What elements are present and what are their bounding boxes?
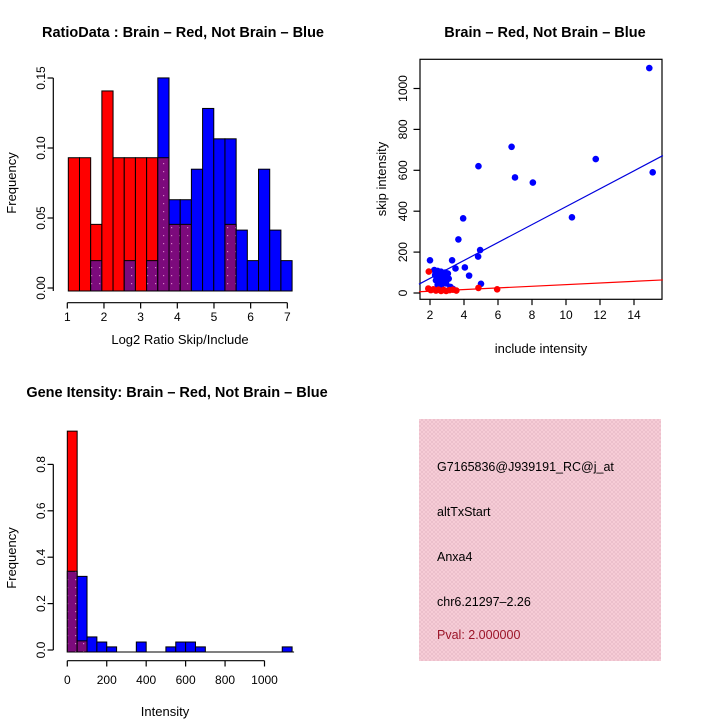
tick-label: 3: [137, 310, 144, 324]
tick-label: 0: [63, 673, 71, 687]
tick-label: 0.8: [34, 456, 48, 473]
tick-label: 0.2: [34, 595, 48, 612]
hist-bar: [176, 642, 186, 652]
scatter-xlabel: include intensity: [494, 341, 588, 356]
scatter-point-blue: [452, 265, 459, 272]
hist-bar: [135, 158, 146, 291]
hist-bar: [247, 261, 258, 291]
scatter-point-blue: [477, 247, 484, 254]
plot-box: [420, 59, 662, 299]
hist-bar: [180, 224, 191, 291]
tick-label: 0.05: [34, 206, 48, 230]
hist-bar: [91, 261, 102, 291]
tick-label: 1000: [396, 75, 410, 102]
scatter-point-blue: [462, 264, 469, 271]
hist-bar: [67, 571, 77, 652]
hist-bar: [158, 158, 169, 291]
scatter-ylabel: skip intensity: [374, 141, 389, 217]
tick-label: 0.0: [34, 641, 48, 659]
tick-label: 4: [173, 310, 181, 324]
hist-bar: [281, 261, 292, 291]
scatter-point-blue: [530, 179, 537, 186]
scatter-point-red: [475, 285, 482, 292]
hist-bar: [282, 647, 292, 652]
hist-bar: [270, 230, 281, 291]
scatter-point-blue: [466, 272, 473, 279]
tick-label: 600: [396, 160, 410, 181]
tick-label: 1: [63, 310, 71, 324]
scatter-point-blue: [427, 257, 434, 264]
hist-bar: [107, 647, 117, 652]
hist-bar: [214, 139, 225, 291]
scatter-point-red: [453, 287, 460, 294]
ratio-histogram-title: RatioData : Brain – Red, Not Brain – Blue: [42, 25, 324, 41]
tick-label: 8: [528, 308, 536, 322]
hist-bar: [225, 224, 236, 291]
tick-label: 800: [215, 673, 236, 687]
tick-label: 800: [396, 119, 410, 140]
info-panel: [419, 419, 661, 661]
scatter-point-blue: [475, 163, 482, 170]
hist-bar: [77, 641, 87, 652]
tick-label: 400: [396, 201, 410, 222]
fit-line-blue: [419, 156, 663, 285]
scatter-point-red: [494, 286, 501, 293]
ratio-histogram-plot: [34, 66, 292, 324]
scatter-point-blue: [460, 215, 467, 222]
hist-bar: [186, 642, 196, 652]
scatter-point-blue: [649, 169, 656, 176]
gene-histogram-ylabel: Frequency: [4, 527, 19, 589]
hist-bar: [203, 108, 214, 291]
scatter-point-blue: [475, 253, 482, 260]
tick-label: 14: [627, 308, 641, 322]
hist-bar: [87, 637, 97, 652]
ratio-histogram-ylabel: Frequency: [4, 152, 19, 214]
hist-bar: [191, 169, 202, 291]
hist-bar: [236, 230, 247, 291]
scatter-point-blue: [449, 257, 456, 264]
hist-bar: [68, 158, 79, 291]
tick-label: 10: [559, 308, 573, 322]
pval-text: Pval: 2.000000: [437, 628, 521, 642]
gene-histogram-xlabel: Intensity: [140, 704, 190, 719]
tick-label: 0: [396, 289, 410, 297]
scatter-point-blue: [512, 174, 519, 181]
tick-label: 7: [283, 310, 291, 324]
gene-name-text: Anxa4: [437, 550, 473, 564]
tick-label: 0.10: [34, 136, 48, 160]
probe-id-text: G7165836@J939191_RC@j_at: [437, 460, 614, 474]
tick-label: 4: [460, 308, 468, 322]
tick-label: 2: [426, 308, 434, 322]
scatter-title: Brain – Red, Not Brain – Blue: [444, 25, 646, 41]
tick-label: 200: [396, 242, 410, 263]
scatter-point-blue: [508, 143, 515, 150]
scatter-point-blue: [646, 65, 653, 72]
hist-bar: [195, 647, 205, 652]
tick-label: 2: [100, 310, 108, 324]
hist-bar: [79, 158, 90, 291]
scatter-point-blue: [455, 236, 462, 243]
tick-label: 0.15: [34, 66, 48, 90]
hist-bar: [169, 224, 180, 291]
hist-bar: [147, 261, 158, 291]
tick-label: 600: [175, 673, 196, 687]
tick-label: 200: [96, 673, 117, 687]
tick-label: 12: [593, 308, 607, 322]
hist-bar: [166, 647, 176, 652]
hist-bar: [136, 642, 146, 652]
intensity-scatter-plot: [396, 59, 663, 322]
scatter-point-blue: [592, 156, 599, 163]
hist-bar: [102, 91, 113, 291]
hist-bar: [97, 642, 107, 652]
ratio-histogram-xlabel: Log2 Ratio Skip/Include: [111, 332, 249, 347]
tick-label: 0.4: [34, 548, 48, 566]
tick-label: 6: [494, 308, 502, 322]
gene-intensity-histogram-plot: [34, 431, 294, 687]
scatter-point-red: [426, 268, 433, 275]
hist-bar: [113, 158, 124, 291]
tick-label: 400: [136, 673, 157, 687]
tick-label: 0.6: [34, 502, 48, 520]
hist-bar: [124, 261, 135, 291]
gene-histogram-title: Gene Itensity: Brain – Red, Not Brain – Blue: [26, 385, 328, 401]
hist-bar: [259, 169, 270, 291]
scatter-point-blue: [569, 214, 576, 221]
tick-label: 0.00: [34, 276, 48, 300]
tick-label: 1000: [251, 673, 278, 687]
tick-label: 5: [210, 310, 218, 324]
location-text: chr6.21297–2.26: [437, 595, 531, 609]
tick-label: 6: [247, 310, 254, 324]
event-type-text: altTxStart: [437, 505, 491, 519]
